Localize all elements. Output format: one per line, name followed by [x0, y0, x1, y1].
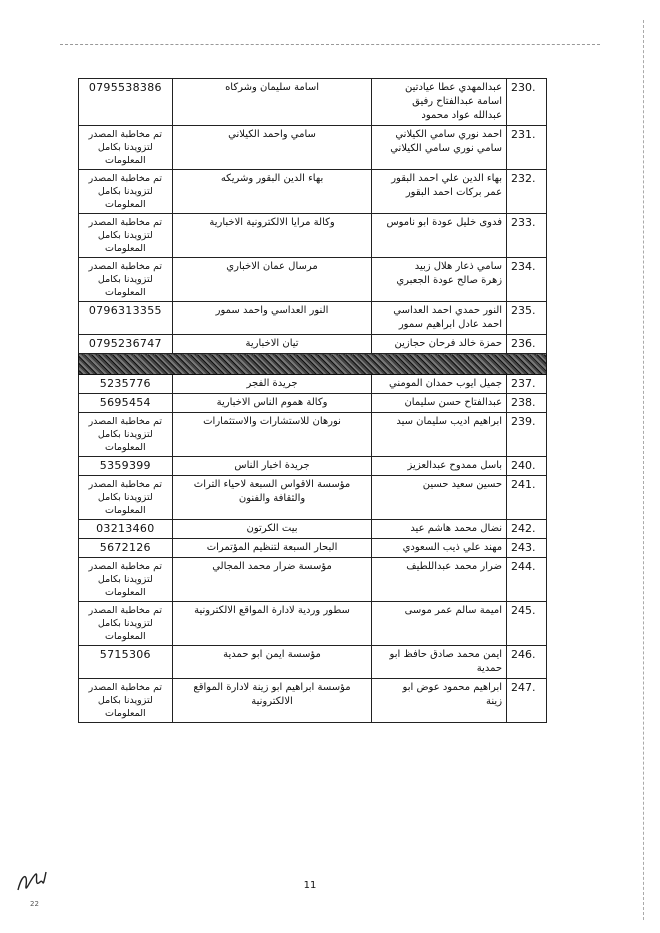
phone-or-note: تم مخاطبة المصدر لتزويدنا بكامل المعلومات [79, 170, 173, 214]
person-names: احمد نوري سامي الكيلاني سامي نوري سامي الكيلاني [372, 126, 507, 170]
row-number: 231. [507, 126, 547, 170]
table-row [79, 375, 547, 394]
person-names: النور حمدي احمد العداسي احمد عادل ابراهيم سمور [372, 302, 507, 335]
person-names: عبدالمهدي عطا عيادتين اسامة عبدالفتاح رفيق عبدالله عواد محمود [372, 79, 507, 126]
phone-or-note: تم مخاطبة المصدر لتزويدنا بكامل المعلومات [79, 476, 173, 520]
person-names: مهند علي ذيب السعودي [372, 539, 507, 558]
phone-or-note: 5359399 [79, 457, 173, 476]
organization-name: بيت الكرتون [172, 520, 372, 539]
person-names: حسين سعيد حسين [372, 476, 507, 520]
row-number: 246. [507, 646, 547, 679]
table-row [79, 520, 547, 539]
registry-table [78, 78, 547, 723]
row-number: 243. [507, 539, 547, 558]
signature-mark: 22 [30, 900, 39, 908]
person-names: فدوى خليل عودة ابو ناموس [372, 214, 507, 258]
organization-name: مؤسسة ضرار محمد المجالي [172, 558, 372, 602]
organization-name: النور العداسي واحمد سمور [172, 302, 372, 335]
table-body-bottom [79, 375, 547, 723]
person-names: بهاء الدين علي احمد البقور عمر بركات احمد البقور [372, 170, 507, 214]
table-row [79, 126, 547, 170]
person-names: ايمن محمد صادق حافظ ابو حمدية [372, 646, 507, 679]
table-body-top [79, 79, 547, 354]
table-row [79, 413, 547, 457]
organization-name: سطور وردية لادارة المواقع الالكترونية [172, 602, 372, 646]
person-names: باسل ممدوح عبدالعزيز [372, 457, 507, 476]
person-names: اميمة سالم عمر موسى [372, 602, 507, 646]
row-number: 245. [507, 602, 547, 646]
phone-or-note: 5695454 [79, 394, 173, 413]
phone-or-note: تم مخاطبة المصدر لتزويدنا بكامل المعلومات [79, 126, 173, 170]
table-separator [79, 354, 547, 375]
phone-or-note: 0795538386 [79, 79, 173, 126]
organization-name: جريدة اخبار الناس [172, 457, 372, 476]
phone-or-note: 5672126 [79, 539, 173, 558]
phone-or-note: 0795236747 [79, 335, 173, 354]
page-number: 11 [303, 880, 317, 891]
table-row [79, 394, 547, 413]
table-row [79, 79, 547, 126]
organization-name: مؤسسة ايمن ابو حمدية [172, 646, 372, 679]
organization-name: وكالة هموم الناس الاخبارية [172, 394, 372, 413]
person-names: ابراهيم محمود عوض ابو زينة [372, 679, 507, 723]
organization-name: البحار السبعة لتنظيم المؤتمرات [172, 539, 372, 558]
table-row [79, 214, 547, 258]
row-number: 247. [507, 679, 547, 723]
organization-name: وكالة مرايا الالكترونية الاخبارية [172, 214, 372, 258]
table-row [79, 170, 547, 214]
person-names: ابراهيم اديب سليمان سيد [372, 413, 507, 457]
table-row [79, 258, 547, 302]
row-number: 241. [507, 476, 547, 520]
row-number: 232. [507, 170, 547, 214]
phone-or-note: 0796313355 [79, 302, 173, 335]
organization-name: جريدة الفجر [172, 375, 372, 394]
table-row [79, 335, 547, 354]
organization-name: نورهان للاستشارات والاستثمارات [172, 413, 372, 457]
table-row [79, 302, 547, 335]
row-number: 236. [507, 335, 547, 354]
organization-name: تيان الاخبارية [172, 335, 372, 354]
row-number: 240. [507, 457, 547, 476]
organization-name: اسامة سليمان وشركاه [172, 79, 372, 126]
organization-name: مرسال عمان الاخباري [172, 258, 372, 302]
row-number: 234. [507, 258, 547, 302]
separator-row [79, 354, 547, 375]
row-number: 230. [507, 79, 547, 126]
person-names: حمزة خالد فرحان حجازين [372, 335, 507, 354]
row-number: 235. [507, 302, 547, 335]
top-dashed-rule [60, 44, 600, 45]
row-number: 239. [507, 413, 547, 457]
phone-or-note: 03213460 [79, 520, 173, 539]
phone-or-note: تم مخاطبة المصدر لتزويدنا بكامل المعلومات [79, 214, 173, 258]
person-names: ضرار محمد عبداللطيف [372, 558, 507, 602]
organization-name: مؤسسة الاقواس السبعة لاحياء التراث والثقافة والفنون [172, 476, 372, 520]
person-names: سامي ذعار هلال زبيد زهرة صالح عودة الجعبري [372, 258, 507, 302]
table-row [79, 457, 547, 476]
table-row [79, 539, 547, 558]
row-number: 242. [507, 520, 547, 539]
person-names: عبدالفتاح حسن سليمان [372, 394, 507, 413]
phone-or-note: تم مخاطبة المصدر لتزويدنا بكامل المعلومات [79, 679, 173, 723]
person-names: جميل ايوب حمدان المومني [372, 375, 507, 394]
row-number: 238. [507, 394, 547, 413]
organization-name: مؤسسة ابراهيم ابو زينة لادارة المواقع الالكترونية [172, 679, 372, 723]
phone-or-note: تم مخاطبة المصدر لتزويدنا بكامل المعلومات [79, 602, 173, 646]
phone-or-note: تم مخاطبة المصدر لتزويدنا بكامل المعلومات [79, 258, 173, 302]
table-row [79, 679, 547, 723]
person-names: نضال محمد هاشم عيد [372, 520, 507, 539]
table-row [79, 602, 547, 646]
phone-or-note: تم مخاطبة المصدر لتزويدنا بكامل المعلومات [79, 558, 173, 602]
phone-or-note: 5715306 [79, 646, 173, 679]
table-row [79, 476, 547, 520]
organization-name: سامي واحمد الكيلاني [172, 126, 372, 170]
organization-name: بهاء الدين البقور وشريكه [172, 170, 372, 214]
row-number: 233. [507, 214, 547, 258]
row-number: 244. [507, 558, 547, 602]
phone-or-note: تم مخاطبة المصدر لتزويدنا بكامل المعلومات [79, 413, 173, 457]
row-number: 237. [507, 375, 547, 394]
table-row [79, 558, 547, 602]
right-dashed-rule [643, 20, 644, 920]
phone-or-note: 5235776 [79, 375, 173, 394]
table-row [79, 646, 547, 679]
